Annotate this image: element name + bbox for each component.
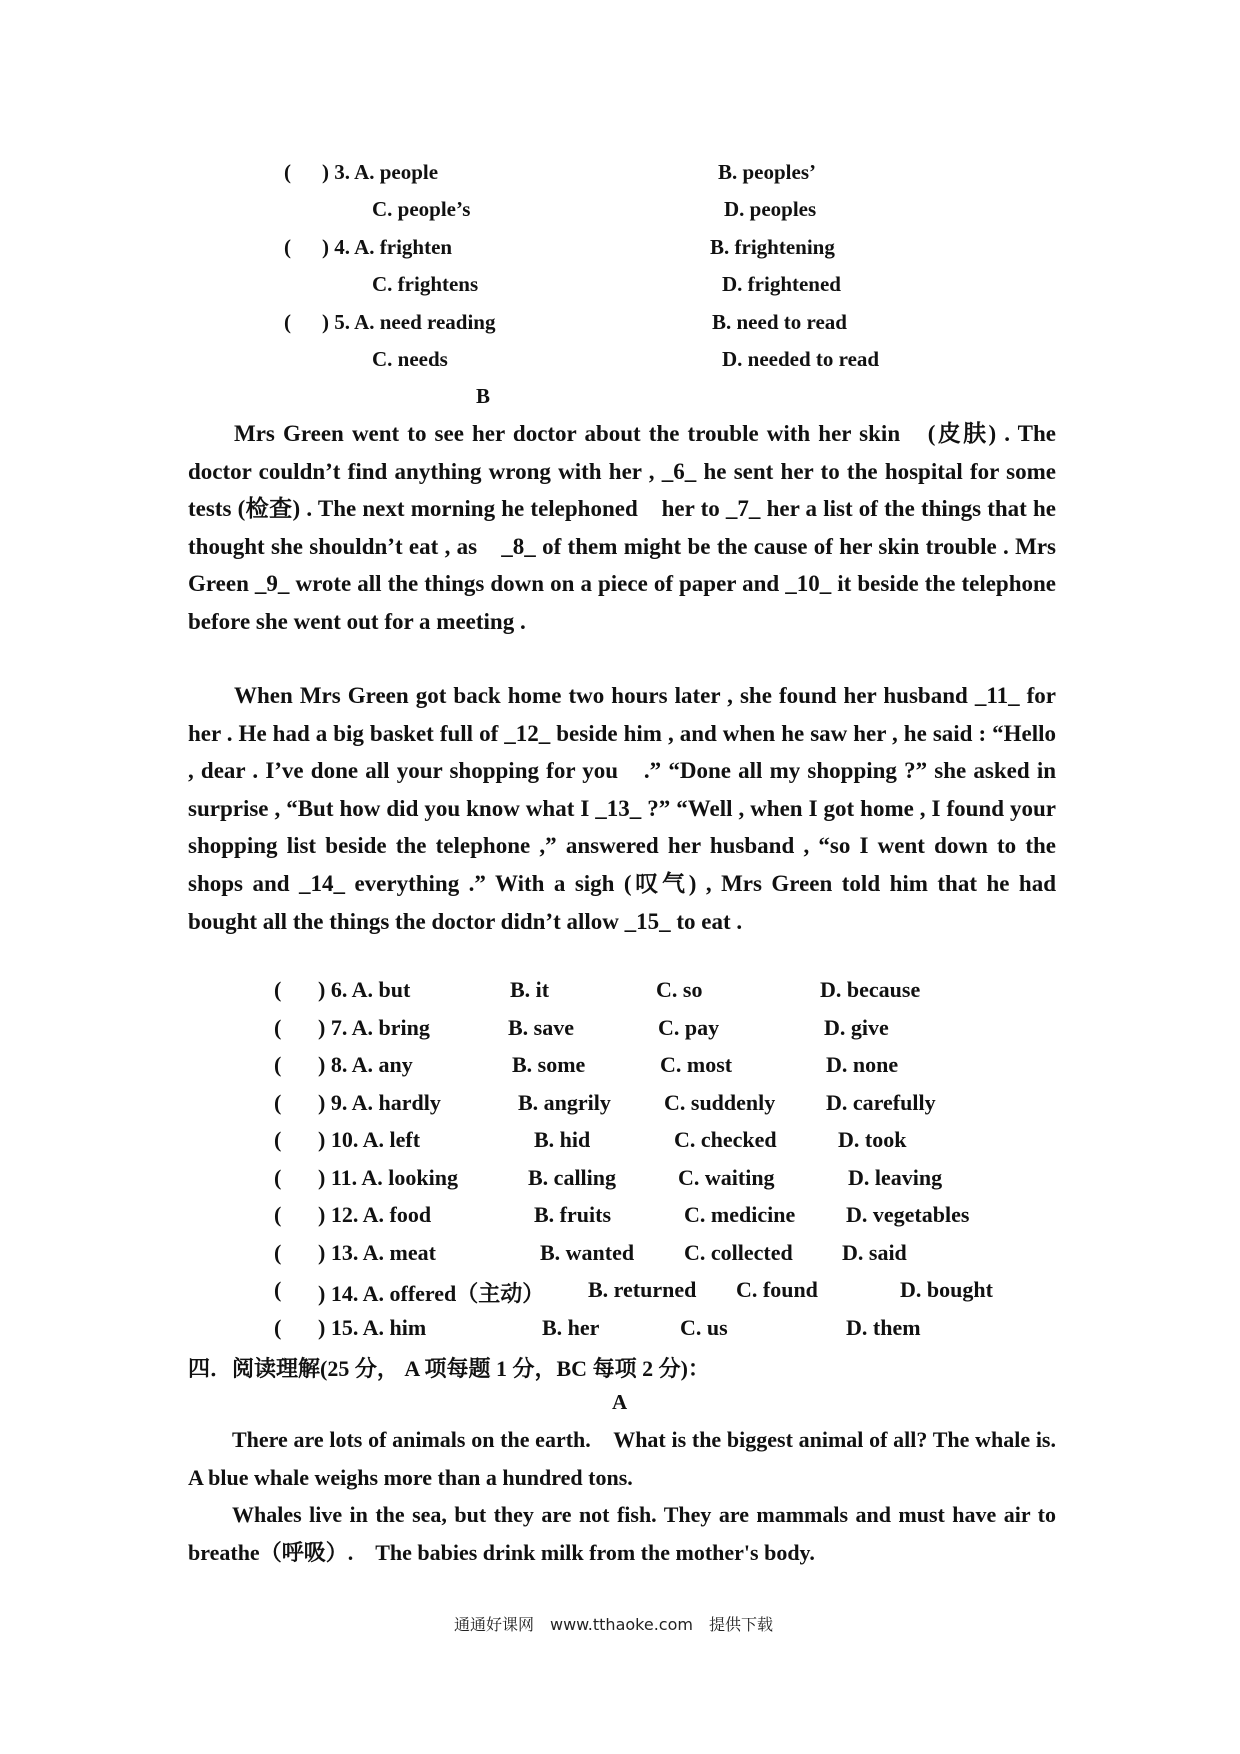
question-stem: ) 9. A. hardly [318,1090,441,1115]
option-d: D. vegetables [846,1202,970,1227]
option-d: D. bought [900,1277,993,1302]
question-stem: ) 11. A. looking [318,1165,458,1190]
answer-paren[interactable]: ( [274,1315,282,1340]
option-b: B. some [512,1052,586,1077]
option-b: B. wanted [540,1240,635,1265]
option-c: C. pay [658,1015,720,1040]
question-stem: ) 10. A. left [318,1127,421,1152]
option-d: D. them [846,1315,921,1340]
option-c: C. us [680,1315,728,1340]
option-c: C. most [660,1052,733,1077]
answer-paren[interactable]: ( [284,310,291,334]
reading-a-paragraph-1: There are lots of animals on the earth. What is the biggest animal of all? The whale is. A blue whale weighs more than a hundred tons. [188,1427,1079,1490]
reading-a-paragraph-2: Whales live in the sea, but they are not fish. They are mammals and must have air to breathe（呼吸）. The babies drink milk from the mother's body. [188,1502,1056,1565]
option-b: B. returned [588,1277,697,1302]
option-d: D. none [826,1052,899,1077]
question-stem: ) 6. A. but [318,977,411,1002]
section-b-label: B [476,384,491,408]
option-d: D. frightened [722,272,841,296]
option-b: B. fruits [534,1202,611,1227]
option-b: B. need to read [712,310,847,334]
question-stem: ) 7. A. bring [318,1015,430,1040]
option-c: C. suddenly [664,1090,776,1115]
option-c: C. collected [684,1240,793,1265]
answer-paren[interactable]: ( [274,1015,282,1040]
answer-paren[interactable]: ( [274,1052,282,1077]
answer-paren[interactable]: ( [274,1090,282,1115]
option-d: D. needed to read [722,347,880,371]
option-b: B. save [508,1015,574,1040]
option-b: B. peoples’ [718,160,817,184]
question-stem: ) 13. A. meat [318,1240,436,1265]
question-stem: ) 4. A. frighten [322,235,453,259]
option-b: B. it [510,977,550,1002]
question-stem: ) 12. A. food [318,1202,432,1227]
option-c: C. checked [674,1127,777,1152]
answer-paren[interactable]: ( [274,1202,282,1227]
answer-paren[interactable]: ( [274,1240,282,1265]
option-b: B. hid [534,1127,591,1152]
option-c: C. medicine [684,1202,796,1227]
question-stem: ) 15. A. him [318,1315,427,1340]
option-c: C. people’s [372,197,471,221]
option-b: B. her [542,1315,600,1340]
question-stem: ) 5. A. need reading [322,310,496,334]
question-stem: ) 14. A. offered（主动） [318,1281,545,1306]
option-d: D. carefully [826,1090,936,1115]
option-b: B. angrily [518,1090,611,1115]
option-c: C. found [736,1277,818,1302]
option-c: C. so [656,977,703,1002]
answer-paren[interactable]: ( [274,977,282,1002]
question-stem: ) 8. A. any [318,1052,413,1077]
option-b: B. calling [528,1165,617,1190]
option-d: D. because [820,977,921,1002]
option-d: D. give [824,1015,889,1040]
option-c: C. waiting [678,1165,775,1190]
reading-a-label: A [612,1390,628,1414]
answer-paren[interactable]: ( [274,1165,282,1190]
option-b: B. frightening [710,235,835,259]
passage-b-paragraph-2: When Mrs Green got back home two hours later , she found her husband _11_ for her . He had a big basket full of _12_ beside him , and when he saw her , he said : “Hello , dear . I’ve done all your shopping for you .” “Done all my shopping ?” she asked in surprise , “But how did you know what I _13_ ?” “Well , when I got home , I found your shopping list beside the telephone ,” answered her husband , “so I went down to the shops and _14_ everything .” With a sigh (叹气) , Mrs Green told him that he had bought all the things the doctor didn’t allow _15_ to eat . [188,683,1056,934]
option-c: C. frightens [372,272,479,296]
passage-b-paragraph-1: Mrs Green went to see her doctor about the trouble with her skin (皮肤) . The doctor couldn’t find anything wrong with her , _6_ he sent her to the hospital for some tests (检查) . The next morning he telephoned her to _7_ her a list of the things that he thought she shouldn’t eat , as _8_ of them might be the cause of her skin trouble . Mrs Green _9_ wrote all the things down on a piece of paper and _10_ it beside the telephone before she went out for a meeting . [188,421,1056,634]
answer-paren[interactable]: ( [274,1277,282,1302]
option-d: D. leaving [848,1165,943,1190]
option-c: C. needs [372,347,448,371]
section-four-heading: 四．阅读理解(25 分， A 项每题 1 分，BC 每项 2 分)： [188,1356,710,1381]
answer-paren[interactable]: ( [274,1127,282,1152]
option-d: D. peoples [724,197,817,221]
footer-credit: 通通好课网 www.tthaoke.com 提供下载 [454,1615,773,1634]
question-stem: ) 3. A. people [322,160,439,184]
answer-paren[interactable]: ( [284,160,291,184]
option-d: D. took [838,1127,907,1152]
option-d: D. said [842,1240,907,1265]
answer-paren[interactable]: ( [284,235,291,259]
